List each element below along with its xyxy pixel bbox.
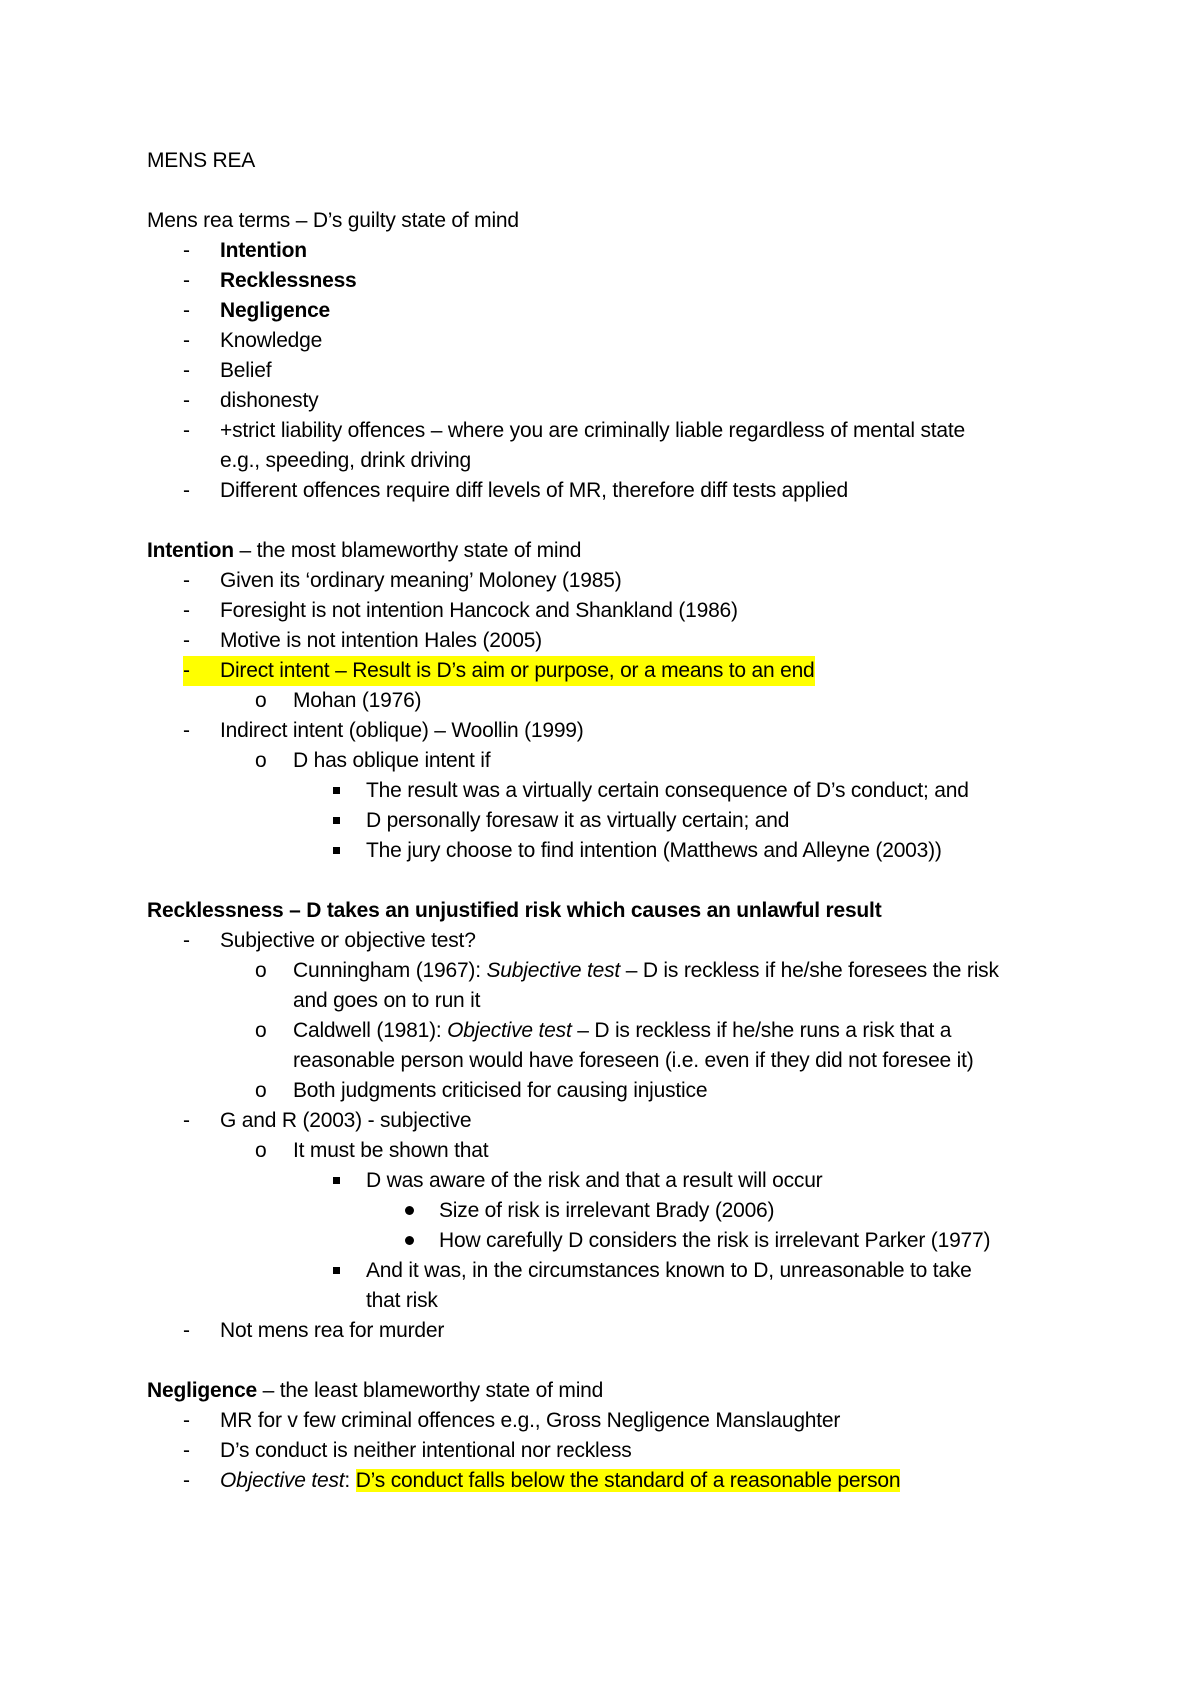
intention-heading: Intention – the most blameworthy state of mind: [147, 539, 582, 562]
list-item: - Motive is not intention Hales (2005): [183, 629, 542, 652]
square-bullet-icon: [333, 847, 340, 854]
list-item: - MR for v few criminal offences e.g., Gross Negligence Manslaughter: [183, 1409, 841, 1432]
list-item: - Knowledge: [183, 329, 323, 352]
list-item: D was aware of the risk and that a result will occur: [147, 1166, 1067, 1196]
list-item: How carefully D considers the risk is irrelevant Parker (1977): [147, 1226, 1067, 1256]
list-item: The result was a virtually certain consequence of D’s conduct; and: [147, 776, 1067, 806]
list-item-continuation: and goes on to run it: [293, 989, 481, 1012]
list-item: - Different offences require diff levels of MR, therefore diff tests applied: [183, 479, 848, 502]
intro-heading: Mens rea terms – D’s guilty state of mind: [147, 209, 519, 232]
list-item: - G and R (2003) - subjective: [183, 1109, 472, 1132]
recklessness-heading: Recklessness – D takes an unjustified risk which causes an unlawful result: [147, 899, 882, 922]
list-item: - Objective test: D’s conduct falls below the standard of a reasonable person: [183, 1469, 901, 1492]
highlighted-list-item: - Direct intent – Result is D’s aim or purpose, or a means to an end: [147, 656, 1067, 686]
list-item: - Given its ‘ordinary meaning’ Moloney (1985): [183, 569, 622, 592]
square-bullet-icon: [333, 1267, 340, 1274]
list-item: o Both judgments criticised for causing injustice: [255, 1079, 708, 1102]
square-bullet-icon: [333, 817, 340, 824]
list-item: - Not mens rea for murder: [183, 1319, 445, 1342]
list-item-continuation: reasonable person would have foreseen (i.e. even if they did not foresee it): [293, 1049, 974, 1072]
list-item: o Cunningham (1967): Subjective test – D is reckless if he/she foresees the risk: [255, 959, 999, 982]
list-item: - D’s conduct is neither intentional nor reckless: [183, 1439, 632, 1462]
list-item-continuation: that risk: [366, 1289, 438, 1312]
highlight: Direct intent – Result is D’s aim or purpose, or a means to an end: [183, 656, 815, 686]
list-item: And it was, in the circumstances known to D, unreasonable to take: [147, 1256, 1067, 1286]
list-item: D personally foresaw it as virtually certain; and: [147, 806, 1067, 836]
list-item: o It must be shown that: [255, 1139, 489, 1162]
negligence-heading: Negligence – the least blameworthy state of mind: [147, 1379, 604, 1402]
square-bullet-icon: [333, 1177, 340, 1184]
list-item: - Indirect intent (oblique) – Woollin (1999): [183, 719, 584, 742]
square-bullet-icon: [333, 787, 340, 794]
list-item: - Foresight is not intention Hancock and Shankland (1986): [183, 599, 738, 622]
document-body: [147, 146, 1067, 1496]
list-item: - +strict liability offences – where you are criminally liable regardless of mental state: [183, 419, 965, 442]
list-item: o Mohan (1976): [255, 689, 422, 712]
list-item: o D has oblique intent if: [255, 749, 491, 772]
list-item: - Recklessness: [183, 269, 357, 292]
list-item: - dishonesty: [183, 389, 319, 412]
list-item: o Caldwell (1981): Objective test – D is reckless if he/she runs a risk that a: [255, 1019, 952, 1042]
list-item-continuation: e.g., speeding, drink driving: [220, 449, 472, 472]
highlight: D’s conduct falls below the standard of a reasonable person: [355, 1469, 901, 1492]
page-title: MENS REA: [147, 149, 256, 172]
list-item: - Negligence: [183, 299, 331, 322]
list-item: The jury choose to find intention (Matthews and Alleyne (2003)): [147, 836, 1067, 866]
list-item: Size of risk is irrelevant Brady (2006): [147, 1196, 1067, 1226]
list-item: - Belief: [183, 359, 272, 382]
round-bullet-icon: [405, 1236, 414, 1245]
list-item: - Subjective or objective test?: [183, 929, 476, 952]
list-item: - Intention: [183, 239, 307, 262]
round-bullet-icon: [405, 1206, 414, 1215]
